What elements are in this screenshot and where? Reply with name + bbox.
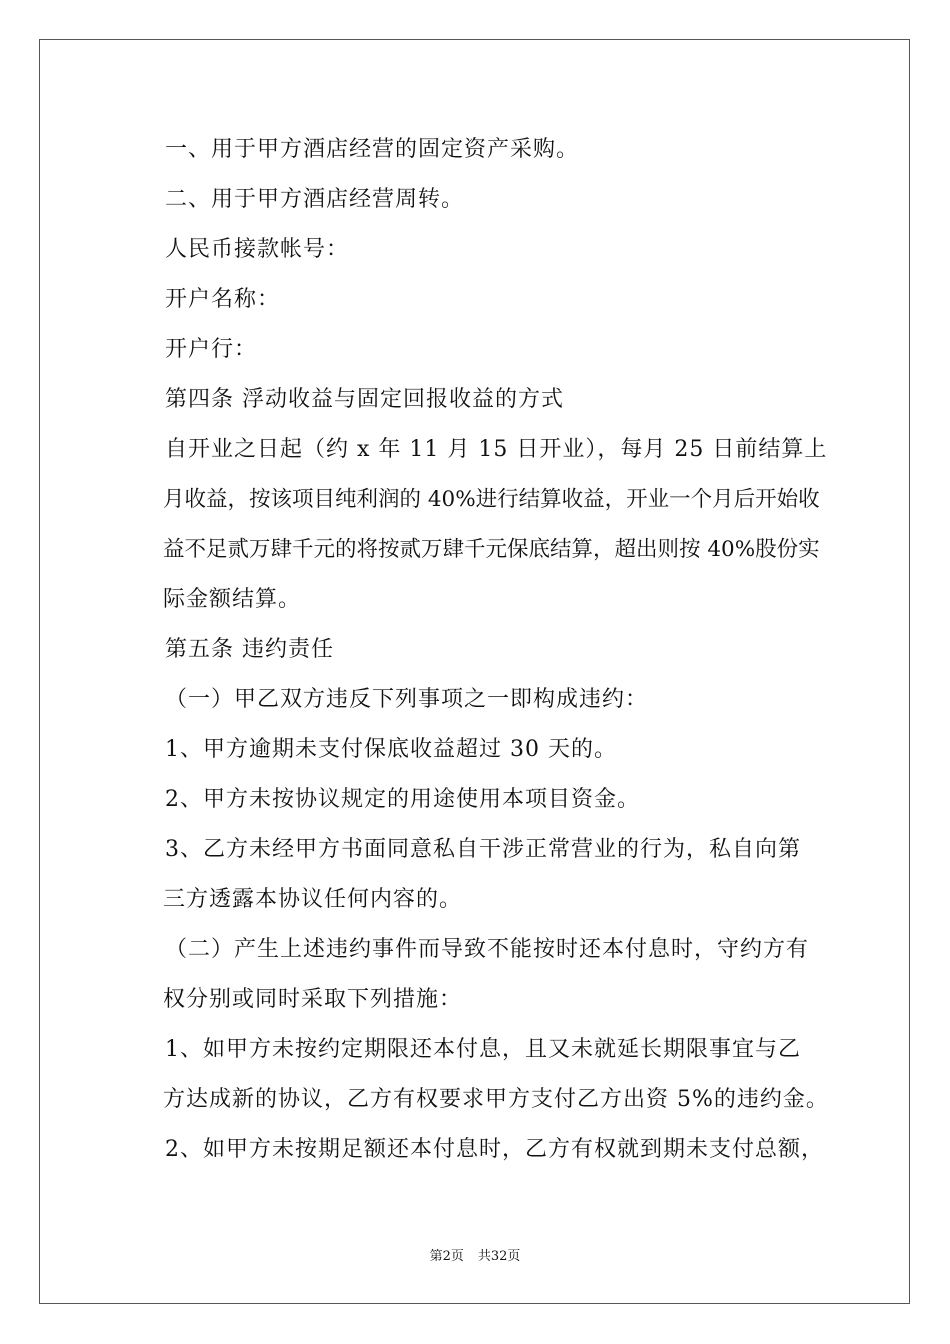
text-line: 3、乙方未经甲方书面同意私自干涉正常营业的行为，私自向第 (165, 837, 801, 862)
text-line: （一）甲乙双方违反下列事项之一即构成违约： (165, 687, 649, 712)
text-line: 1、甲方逾期未支付保底收益超过 30 天的。 (165, 737, 617, 762)
page-total: 共32页 (477, 1249, 521, 1264)
text-line: 2、甲方未按协议规定的用途使用本项目资金。 (165, 787, 640, 812)
text-line: 开户行： (165, 337, 258, 362)
text-line: 方达成新的协议，乙方有权要求甲方支付乙方出资 5%的违约金。 (163, 1087, 829, 1112)
text-line: （二）产生上述违约事件而导致不能按时还本付息时，守约方有 (165, 937, 810, 962)
page-number: 第2页 (429, 1249, 464, 1264)
text-line: 月收益，按该项目纯利润的 40%进行结算收益，开业一个月后开始收 (163, 487, 820, 512)
text-line: 2、如甲方未按期足额还本付息时，乙方有权就到期未支付总额， (165, 1137, 824, 1162)
text-line: 三方透露本协议任何内容的。 (163, 887, 463, 912)
text-line: 1、如甲方未按约定期限还本付息，且又未就延长期限事宜与乙 (165, 1037, 801, 1062)
page-frame (39, 39, 910, 1304)
text-line: 益不足贰万肆千元的将按贰万肆千元保底结算，超出则按 40%股份实 (163, 537, 820, 562)
text-line: 权分别或同时采取下列措施： (163, 987, 463, 1012)
section-heading: 第五条 违约责任 (165, 637, 334, 662)
text-line: 人民币接款帐号： (165, 237, 350, 262)
text-line: 一、用于甲方酒店经营的固定资产采购。 (165, 137, 580, 162)
section-heading: 第四条 浮动收益与固定回报收益的方式 (165, 387, 564, 412)
text-line: 开户名称： (165, 287, 281, 312)
text-line: 际金额结算。 (163, 587, 302, 612)
text-line: 自开业之日起（约 x 年 11 月 15 日开业），每月 25 日前结算上 (165, 437, 828, 462)
page-footer (0, 1248, 950, 1266)
text-line: 二、用于甲方酒店经营周转。 (165, 187, 465, 212)
